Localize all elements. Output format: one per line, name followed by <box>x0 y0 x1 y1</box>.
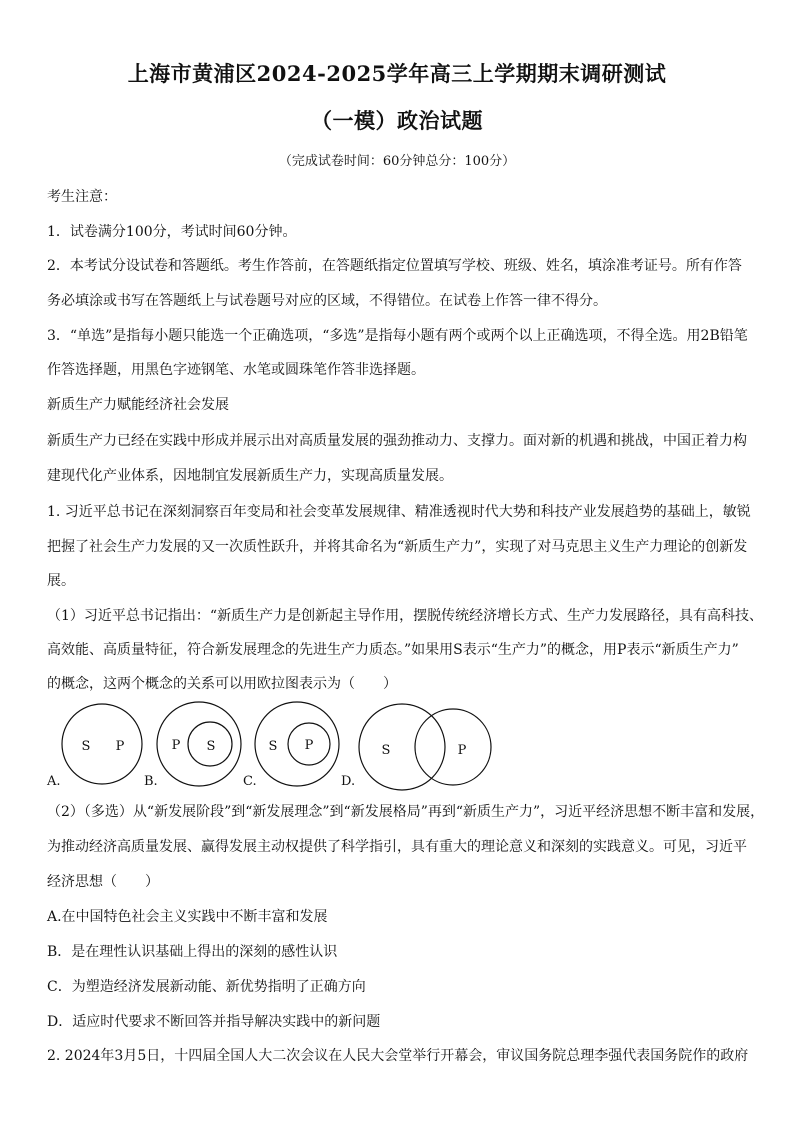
diagram-c-label-2: P <box>304 738 314 753</box>
q1-stem: 1. 习近平总书记在深刻洞察百年变局和社会变革发展规律、精准透视时代大势和科技产业发展趋势的基础上，敏锐 <box>47 504 751 520</box>
notice-item: 1．试卷满分100分，考试时间60分钟。 <box>47 224 297 240</box>
doc-title-line1: 上海市黄浦区2024-2025学年高三上学期期末调研测试 <box>127 61 667 86</box>
diagram-d-label-2: P <box>457 743 467 758</box>
doc-subtitle: （完成试卷时间：60分钟总分：100分） <box>278 154 516 169</box>
q1-sub2: （2）（多选）从“新发展阶段”到“新发展理念”到“新发展格局”再到“新质生产力”，习近平经济思想不断丰富和发展， <box>47 804 765 820</box>
doc-title-line2: （一模）政治试题 <box>311 108 483 133</box>
diagram-a-label-1: S <box>81 739 91 754</box>
diagram-d-label-1: S <box>381 743 391 758</box>
q1-option-b: B．是在理性认识基础上得出的深刻的感性认识 <box>47 944 338 960</box>
diagram-a-circle <box>62 704 142 784</box>
diagram-option-d: D. <box>341 774 356 789</box>
diagram-d-left-circle <box>359 704 445 790</box>
diagram-option-c: C. <box>243 774 257 789</box>
euler-diagrams <box>0 700 794 795</box>
q1-option-d: D．适应时代要求不断回答并指导解决实践中的新问题 <box>47 1014 381 1030</box>
q1-sub2: 为推动经济高质量发展、赢得发展主动权提供了科学指引，具有重大的理论意义和深刻的实践意义。可见，习近平 <box>47 839 747 855</box>
q1-stem: 把握了社会生产力发展的又一次质性跃升，并将其命名为“新质生产力”，实现了对马克思主义生产力理论的创新发 <box>47 539 748 555</box>
q1-sub1: 高效能、高质量特征，符合新发展理念的先进生产力质态。”如果用S表示“生产力”的概念，用P表示“新质生产力” <box>47 642 739 658</box>
q1-sub1: 的概念，这两个概念的关系可以用欧拉图表示为（ ） <box>47 676 397 692</box>
notice-item: 务必填涂或书写在答题纸上与试卷题号对应的区域，不得错位。在试卷上作答一律不得分。 <box>47 293 607 309</box>
diagram-a-label-2: P <box>115 739 125 754</box>
notice-item: 2．本考试分设试卷和答题纸。考生作答前，在答题纸指定位置填写学校、班级、姓名，填涂准考证号。所有作答 <box>47 258 742 274</box>
diagram-d-right-circle <box>415 709 491 785</box>
notice-item: 作答选择题，用黑色字迹钢笔、水笔或圆珠笔作答非选择题。 <box>47 362 425 378</box>
q1-option-c: C．为塑造经济发展新动能、新优势指明了正确方向 <box>47 979 366 995</box>
section-intro: 新质生产力已经在实践中形成并展示出对高质量发展的强劲推动力、支撑力。面对新的机遇和挑战，中国正着力构 <box>47 433 747 449</box>
diagram-c-label-1: S <box>268 739 278 754</box>
notice-item: 3．“单选”是指每小题只能选一个正确选项，“多选”是指每小题有两个或两个以上正确选项，不得全选。用2B铅笔 <box>47 328 748 344</box>
notice-heading: 考生注意： <box>47 189 117 205</box>
diagram-b-label-2: S <box>206 739 216 754</box>
q1-sub2: 经济思想（ ） <box>47 874 159 890</box>
diagram-b-outer-circle <box>157 702 241 786</box>
diagram-b-label-1: P <box>171 738 181 753</box>
q1-sub1: （1）习近平总书记指出：“新质生产力是创新起主导作用，摆脱传统经济增长方式、生产力发展路径，具有高科技、 <box>47 608 764 624</box>
diagram-option-a: A. <box>47 774 61 789</box>
q1-option-a: A.在中国特色社会主义实践中不断丰富和发展 <box>47 909 328 925</box>
q2-stem: 2. 2024年3月5日，十四届全国人大二次会议在人民大会堂举行开幕会，审议国务院总理李强代表国务院作的政府 <box>47 1048 749 1064</box>
section-intro: 建现代化产业体系，因地制宜发展新质生产力，实现高质量发展。 <box>47 468 453 484</box>
diagram-option-b: B. <box>144 774 158 789</box>
q1-stem: 展。 <box>47 573 75 589</box>
section-heading: 新质生产力赋能经济社会发展 <box>47 397 229 413</box>
